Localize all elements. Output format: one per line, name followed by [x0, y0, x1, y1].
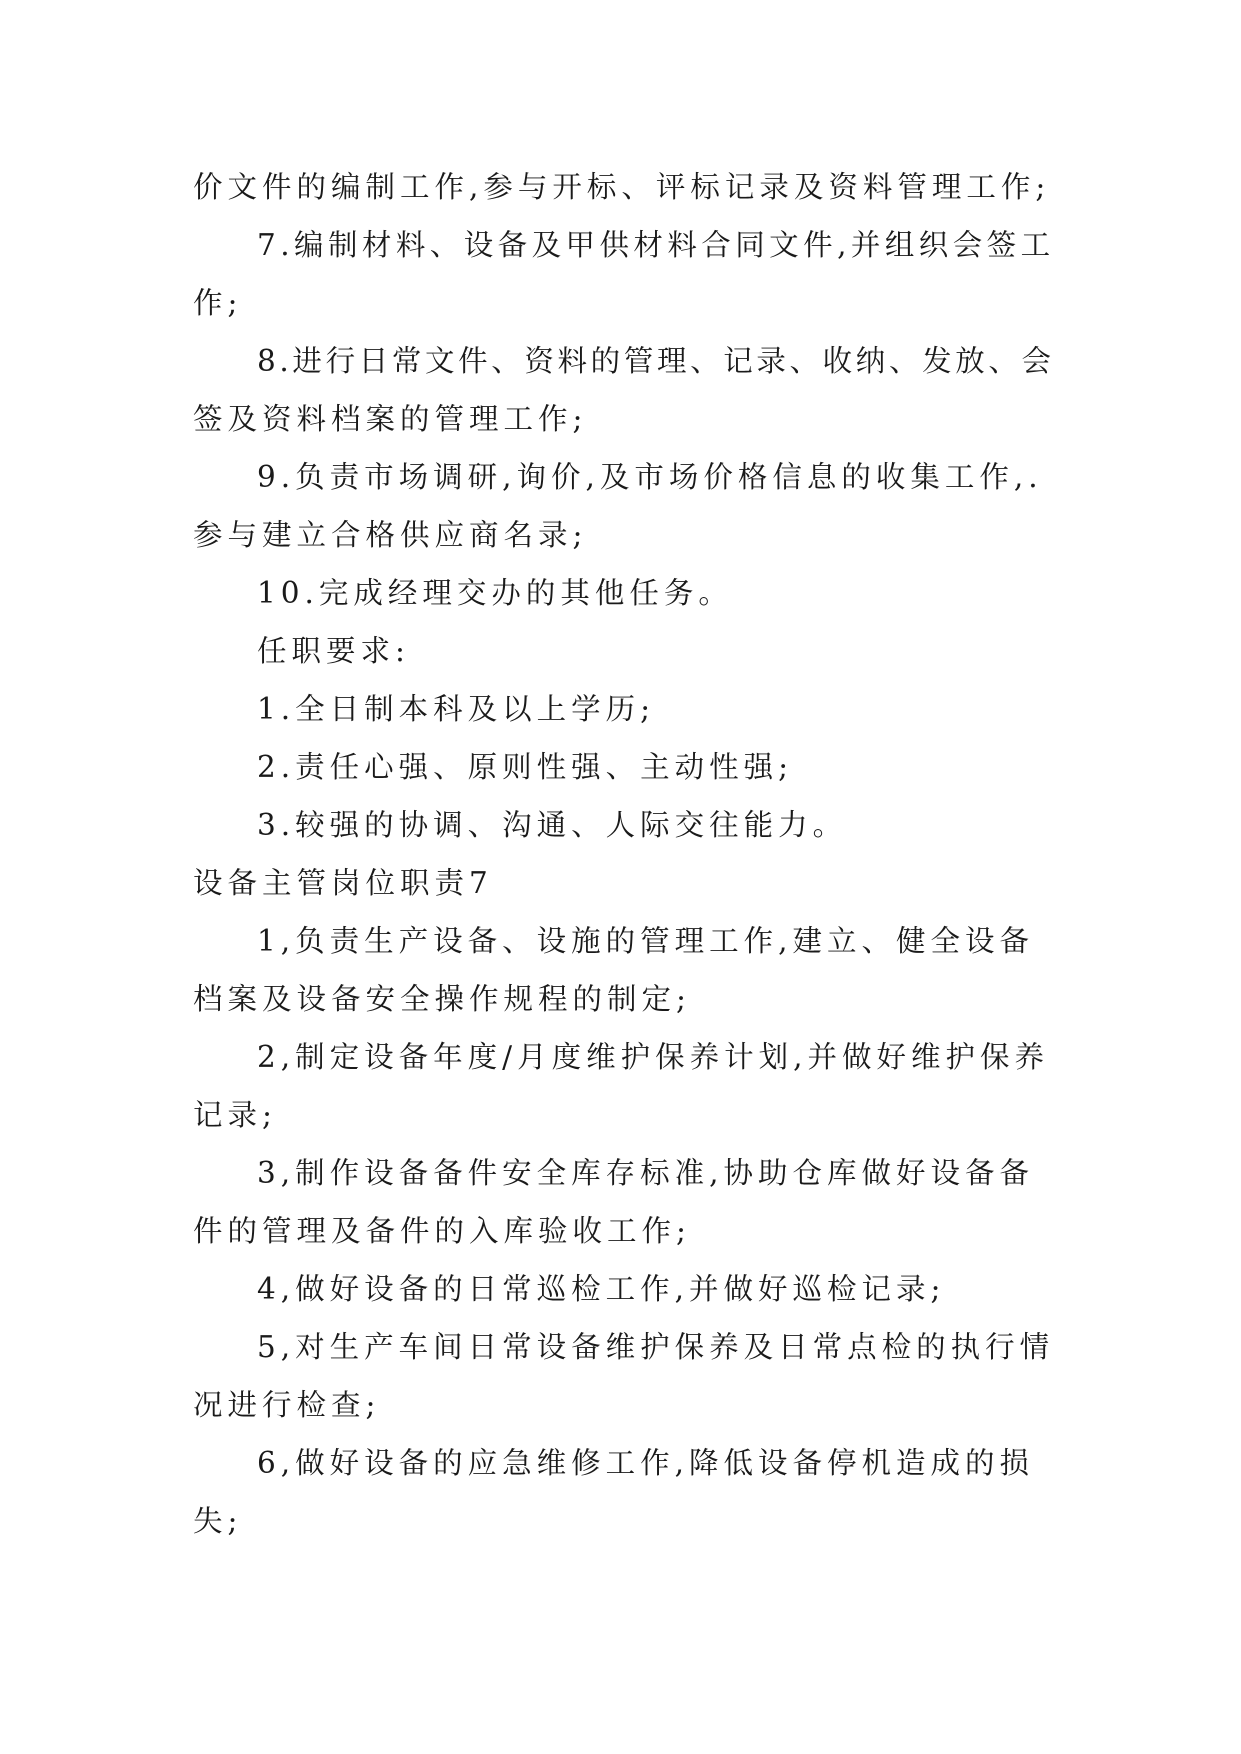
text-line: 参与建立合格供应商名录;	[193, 518, 588, 552]
text-line: 9.负责市场调研,询价,及市场价格信息的收集工作,.	[257, 460, 1043, 494]
document-body	[193, 158, 1055, 1550]
text-line: 件的管理及备件的入库验收工作;	[193, 1214, 691, 1248]
text-line: 作;	[193, 286, 243, 320]
text-line: 价文件的编制工作,参与开标、评标记录及资料管理工作;	[193, 170, 1051, 204]
text-line: 记录;	[193, 1098, 277, 1132]
text-line: 1,负责生产设备、设施的管理工作,建立、健全设备	[257, 924, 1035, 958]
text-line: 5,对生产车间日常设备维护保养及日常点检的执行情	[257, 1330, 1055, 1364]
text-line: 失;	[193, 1504, 243, 1538]
text-line: 10.完成经理交办的其他任务。	[257, 576, 733, 610]
text-line: 6,做好设备的应急维修工作,降低设备停机造成的损	[257, 1446, 1035, 1480]
section-label: 任职要求:	[257, 634, 410, 668]
text-line: 2,制定设备年度/月度维护保养计划,并做好维护保养	[257, 1040, 1049, 1074]
text-line: 况进行检查;	[193, 1388, 381, 1422]
text-line: 2.责任心强、原则性强、主动性强;	[257, 750, 794, 784]
text-line: 7.编制材料、设备及甲供材料合同文件,并组织会签工	[257, 228, 1055, 262]
text-line: 4,做好设备的日常巡检工作,并做好巡检记录;	[257, 1272, 946, 1306]
text-line: 3.较强的协调、沟通、人际交往能力。	[257, 808, 848, 842]
text-line: 档案及设备安全操作规程的制定;	[193, 982, 691, 1016]
text-line: 1.全日制本科及以上学历;	[257, 692, 656, 726]
text-line: 签及资料档案的管理工作;	[193, 402, 588, 436]
section-heading: 设备主管岗位职责7	[193, 866, 493, 900]
text-line: 8.进行日常文件、资料的管理、记录、收纳、发放、会	[257, 344, 1055, 378]
text-line: 3,制作设备备件安全库存标准,协助仓库做好设备备	[257, 1156, 1035, 1190]
